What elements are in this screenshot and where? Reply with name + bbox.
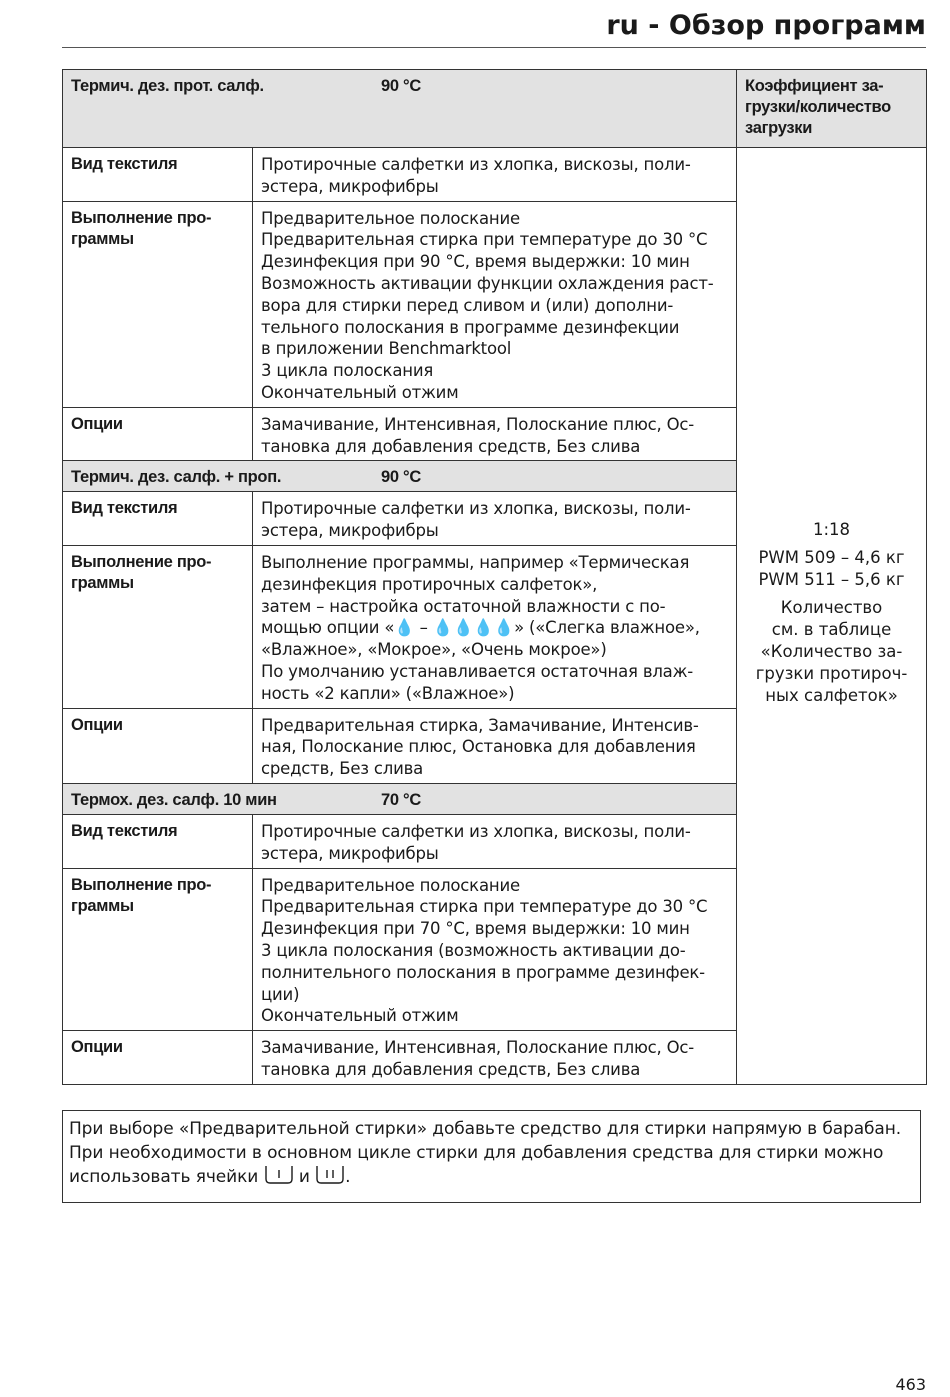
row-label: Опции	[63, 407, 253, 461]
program-header	[63, 70, 737, 148]
row-label: Опции	[63, 1031, 253, 1085]
prewash-note	[62, 1110, 921, 1203]
row-value: Предварительное полоскание Предварительная стирка при температуре до 30 °C Дезинфекция при 70 °C, время выдержки: 10 мин 3 цикла полоскания (возможность активации до- полнительного полоскания в программе дезинфек- ции) Окончательный отжим	[253, 868, 737, 1031]
row-label: Вид текстиля	[63, 814, 253, 868]
row-value: Предварительная стирка, Замачивание, Интенсив- ная, Полоскание плюс, Остановка для добавления средств, Без слива	[253, 708, 737, 783]
row-value: Выполнение программы, например «Термическая дезинфекция протирочных салфеток», затем – настройка остаточной влажности с по- мощью опции «💧 – 💧💧💧💧» («Слегка влажное», «Влажное», «Мокрое», «Очень мокрое») По умолчанию устанавливается остаточная влаж- ность «2 капли» («Влажное»)	[253, 545, 737, 708]
program-temperature: 70 °C	[381, 790, 421, 809]
row-label: Выполнение про- граммы	[63, 868, 253, 1031]
model-loads: PWM 509 – 4,6 кг PWM 511 – 5,6 кг	[758, 547, 905, 589]
row-value: Замачивание, Интенсивная, Полоскание плюс, Ос- тановка для добавления средств, Без слива	[253, 1031, 737, 1085]
table-row	[63, 148, 927, 202]
program-temperature: 90 °C	[381, 77, 421, 95]
program-header	[63, 783, 737, 814]
header-divider	[62, 47, 926, 48]
page-number: 463	[895, 1375, 926, 1394]
coefficient-cell	[737, 148, 927, 1085]
row-value: Протирочные салфетки из хлопка, вискозы, поли- эстера, микрофибры	[253, 148, 737, 202]
row-value: Замачивание, Интенсивная, Полоскание плюс, Ос- тановка для добавления средств, Без слива	[253, 407, 737, 461]
note-end: .	[345, 1167, 351, 1187]
program-name: Термох. дез. салф. 10 мин	[71, 790, 277, 809]
row-label: Выполнение про- граммы	[63, 201, 253, 407]
coefficient-header: Коэффициент за- грузки/количество загрузки	[737, 70, 927, 148]
program-table	[62, 69, 927, 1085]
page-title: ru - Обзор программ	[606, 10, 926, 41]
quantity-note: Количество см. в таблице «Количество за- грузки протироч- ных салфеток»	[755, 597, 908, 705]
row-label: Опции	[63, 708, 253, 783]
program-header-row	[63, 70, 927, 148]
row-label: Вид текстиля	[63, 148, 253, 202]
row-value: Протирочные салфетки из хлопка, вискозы, поли- эстера, микрофибры	[253, 814, 737, 868]
program-name: Термич. дез. прот. салф.	[71, 77, 264, 95]
row-label: Вид текстиля	[63, 492, 253, 546]
row-value: Предварительное полоскание Предварительная стирка при температуре до 30 °C Дезинфекция при 90 °C, время выдержки: 10 мин Возможность активации функции охлаждения раст- вора для стирки перед сливом и (или) дополни- тельного полоскания в программе дезинфекции в приложении Benchmarktool 3 цикла полоскания Окончательный отжим	[253, 201, 737, 407]
program-header	[63, 461, 737, 492]
note-conjunction: и	[298, 1167, 310, 1187]
tray-i-icon	[264, 1165, 294, 1193]
row-value: Протирочные салфетки из хлопка, вискозы, поли- эстера, микрофибры	[253, 492, 737, 546]
program-temperature: 90 °C	[381, 468, 421, 487]
tray-ii-icon	[315, 1165, 345, 1193]
note-text: При выборе «Предварительной стирки» добавьте средство для стирки напрямую в барабан. При необходимости в основном цикле стирки для добавления средства для стирки можно использовать ячейки	[69, 1119, 902, 1187]
load-ratio: 1:18	[812, 519, 851, 539]
program-name: Термич. дез. салф. + проп.	[71, 468, 282, 487]
row-label: Выполнение про- граммы	[63, 545, 253, 708]
